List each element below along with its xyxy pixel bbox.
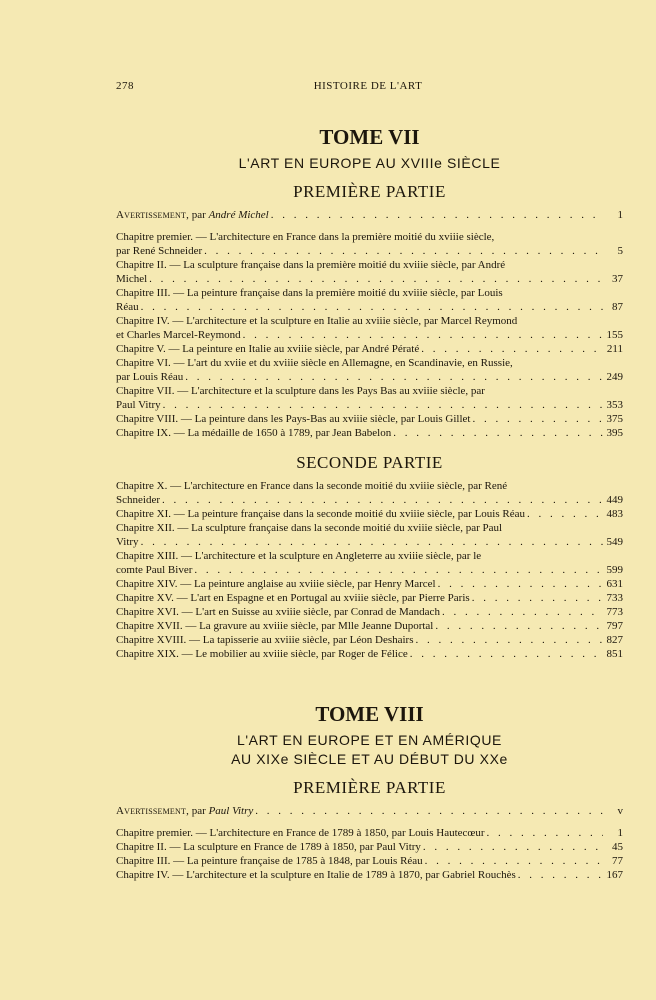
entry-page: 249 (606, 371, 623, 383)
entry-text: Chapitre VII. — L'architecture et la sculpture dans les Pays Bas au xviiie siècle, par (116, 385, 485, 397)
tome8-subtitle-line2: AU XIXe SIÈCLE ET AU DÉBUT DU XXe (231, 751, 508, 767)
entry-page: 167 (606, 869, 623, 881)
entry-text: Chapitre X. — L'architecture en France dans la seconde moitié du xviiie siècle, par René (116, 480, 508, 492)
tome7-avertissement: Avertissement, par André Michel . . . 1 (116, 208, 623, 222)
toc-entry (116, 426, 623, 440)
entry-text: Vitry (116, 536, 139, 548)
entry-text: Chapitre XV. — L'art en Espagne et en Portugal au xviiie siècle, par Pierre Paris (116, 592, 470, 604)
entry-text: Chapitre XIX. — Le mobilier au xviiie siècle, par Roger de Félice (116, 648, 408, 660)
toc-entry (116, 230, 623, 258)
entry-page: 353 (606, 399, 623, 411)
tome8-part1-title: PREMIÈRE PARTIE (293, 778, 446, 797)
entry-page: 797 (606, 620, 623, 632)
entry-text: par René Schneider (116, 245, 203, 257)
entry-page: v (617, 805, 623, 817)
entry-text: comte Paul Biver (116, 564, 193, 576)
toc-entry (116, 549, 623, 577)
toc-entry (116, 577, 623, 591)
entry-text: Chapitre XIV. — La peinture anglaise au xviiie siècle, par Henry Marcel (116, 578, 436, 590)
entry-text: Chapitre II. — La sculpture en France de 1789 à 1850, par Paul Vitry (116, 841, 421, 853)
tome8-part1-entries (116, 826, 623, 882)
entry-text: Chapitre IV. — L'architecture et la sculpture en Italie au xviiie siècle, par Marcel Reymond (116, 315, 518, 327)
entry-text: par Louis Réau (116, 371, 184, 383)
table-of-contents (116, 124, 623, 882)
toc-entry (116, 286, 623, 314)
toc-entry (116, 647, 623, 661)
entry-text: Réau (116, 301, 139, 313)
toc-entry (116, 507, 623, 521)
entry-text: Chapitre XII. — La sculpture française dans la seconde moitié du xviiie siècle, par Paul (116, 522, 503, 534)
entry-page: 851 (606, 648, 623, 660)
tome7-part1-entries (116, 230, 623, 440)
page-number: 278 (116, 80, 134, 92)
toc-entry (116, 619, 623, 633)
tome7-part1-title: PREMIÈRE PARTIE (293, 182, 446, 201)
entry-text: Chapitre premier. — L'architecture en France dans la première moitié du xviiie siècle, (116, 231, 495, 243)
toc-entry (116, 854, 623, 868)
entry-text: et Charles Marcel-Reymond (116, 329, 241, 341)
entry-text: Chapitre premier. — L'architecture en France de 1789 à 1850, par Louis Hautecœur (116, 827, 485, 839)
toc-entry (116, 826, 623, 840)
tome7-part2-entries (116, 479, 623, 661)
entry-text: Chapitre XVII. — La gravure au xviiie siècle, par Mlle Jeanne Duportal (116, 620, 434, 632)
entry-text: Chapitre IV. — L'architecture et la sculpture en Italie de 1789 à 1870, par Gabriel Rouchès (116, 869, 516, 881)
toc-entry (116, 605, 623, 619)
toc-entry (116, 868, 623, 882)
tome7-subtitle: L'ART EN EUROPE AU XVIIIe SIÈCLE (238, 155, 501, 171)
entry-page: 449 (606, 494, 623, 506)
toc-entry (116, 840, 623, 854)
toc-entry (116, 479, 623, 507)
entry-page: 1 (617, 827, 623, 839)
entry-text: Chapitre V. — La peinture en Italie au xviiie siècle, par André Pératé (116, 343, 420, 355)
entry-text: Chapitre VIII. — La peinture dans les Pays-Bas au xviiie siècle, par Louis Gillet (116, 413, 471, 425)
toc-entry (116, 314, 623, 342)
tome7-title: TOME VII (319, 125, 420, 149)
tome8-subtitle-line1: L'ART EN EUROPE ET EN AMÉRIQUE (237, 732, 502, 748)
entry-text: Chapitre XVI. — L'art en Suisse au xviiie siècle, par Conrad de Mandach (116, 606, 440, 618)
entry-page: 599 (606, 564, 623, 576)
tome8-avertissement: Avertissement, par Paul Vitry . . . v (116, 804, 623, 818)
tome7-part2-title: SECONDE PARTIE (296, 453, 443, 472)
entry-text: Chapitre XVIII. — La tapisserie au xviiie siècle, par Léon Deshairs (116, 634, 414, 646)
entry-text: Chapitre XI. — La peinture française dans la seconde moitié du xviiie siècle, par Louis Réau (116, 508, 525, 520)
entry-page: 395 (606, 427, 623, 439)
entry-text: Chapitre III. — La peinture française dans la première moitié du xviiie siècle, par Louis (116, 287, 503, 299)
entry-text: Chapitre XIII. — L'architecture et la sculpture en Angleterre au xviiie siècle, par le (116, 550, 482, 562)
tome8-title: TOME VIII (315, 702, 424, 726)
entry-page: 375 (606, 413, 623, 425)
entry-page: 549 (606, 536, 623, 548)
entry-page: 483 (606, 508, 623, 520)
toc-entry (116, 412, 623, 426)
entry-text: Chapitre IX. — La médaille de 1650 à 1789, par Jean Babelon (116, 427, 392, 439)
entry-text: Chapitre III. — La peinture française de 1785 à 1848, par Louis Réau (116, 855, 423, 867)
toc-entry (116, 633, 623, 647)
entry-page: 773 (606, 606, 623, 618)
toc-entry (116, 258, 623, 286)
entry-text: Schneider (116, 494, 160, 506)
entry-page: 87 (612, 301, 623, 313)
entry-page: 631 (606, 578, 623, 590)
running-title: HISTOIRE DE L'ART (313, 80, 423, 92)
entry-text: Michel (116, 273, 148, 285)
entry-page: 77 (612, 855, 623, 867)
toc-entry (116, 384, 623, 412)
entry-page: 5 (617, 245, 623, 257)
entry-text: Chapitre II. — La sculpture française dans la première moitié du xviiie siècle, par André (116, 259, 506, 271)
entry-page: 827 (606, 634, 623, 646)
entry-text: Chapitre VI. — L'art du xviie et du xviiie siècle en Allemagne, en Scandinavie, en Russie, (116, 357, 513, 369)
toc-entry (116, 342, 623, 356)
entry-page: 733 (606, 592, 623, 604)
entry-page: 155 (606, 329, 623, 341)
toc-entry (116, 356, 623, 384)
toc-entry (116, 591, 623, 605)
entry-page: 37 (612, 273, 623, 285)
entry-text: Paul Vitry (116, 399, 161, 411)
entry-page: 211 (606, 343, 623, 355)
entry-page: 45 (612, 841, 623, 853)
toc-entry (116, 521, 623, 549)
entry-page: 1 (617, 209, 623, 221)
